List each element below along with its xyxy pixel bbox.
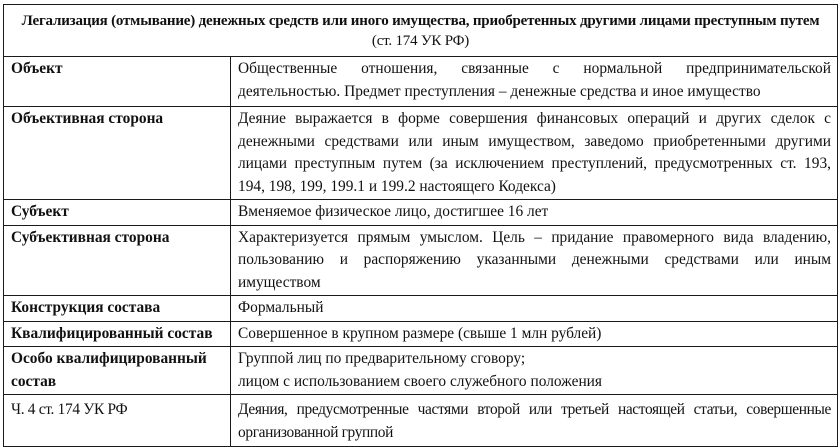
row-value-line: Формальный — [238, 299, 324, 316]
row-label-qualified: Квалифицированный состав — [4, 321, 231, 347]
row-value-especially-qualified — [231, 347, 838, 395]
table-row-objective-side — [4, 107, 838, 200]
row-value-part-4 — [231, 395, 838, 447]
table-row-construction — [4, 296, 838, 322]
table-row-subjective-side — [4, 225, 838, 296]
row-value-line: Совершенное в крупном размере (свыше 1 млн рублей) — [238, 324, 602, 342]
row-value-qualified — [231, 321, 838, 347]
row-label-part-4: Ч. 4 ст. 174 УК РФ — [4, 395, 231, 447]
row-value-line: Группой лиц по предварительному сговору; — [238, 350, 526, 367]
row-value-object — [231, 57, 838, 107]
row-label-construction: Конструкция состава — [4, 296, 231, 322]
row-label-objective-side: Объективная сторона — [4, 107, 231, 200]
table-title-article-ref: (ст. 174 УК РФ) — [371, 33, 470, 49]
row-value-line: Вменяемое физическое лицо, достигшее 16 лет — [238, 203, 549, 220]
row-label-subject: Субъект — [4, 200, 231, 226]
row-value-line: Деяния, предусмотренные частями второй или третьей настоящей статьи, совершенные организованной группой — [238, 401, 831, 441]
row-value-construction — [231, 296, 838, 322]
row-value-subject — [231, 200, 838, 226]
row-label-subjective-side: Субъективная сторона — [4, 225, 231, 296]
row-label-object: Объект — [4, 57, 231, 107]
table-row-qualified — [4, 321, 838, 347]
row-value-subjective-side — [231, 225, 838, 296]
row-value-line: Характеризуется прямым умыслом. Цель – придание правомерного вида владению, пользованию и распоряжению указанными денежными средствами или иным имуществом — [238, 228, 831, 291]
table-row-part-4 — [4, 395, 838, 447]
crime-elements-table — [3, 4, 838, 447]
table-title-bold: Легализация (отмывание) денежных средств или иного имущества, приобретенных другими лицами преступным путем — [21, 13, 820, 29]
row-value-objective-side — [231, 107, 838, 200]
row-value-line: Деяние выражается в форме совершения финансовых операций и других сделок с денежными средствами или иным имуществом, заведомо приобретенными другими лицами преступным путем (за исключением преступлений, предусмотренных ст. 193, 194, 198, 199, 199.1 и 199.2 настоящего Кодекса) — [238, 110, 831, 195]
table-row-subject — [4, 200, 838, 226]
table-row-object — [4, 57, 838, 107]
row-value-line: лицом с использованием своего служебного положения — [238, 372, 603, 390]
table-title-row — [4, 5, 838, 57]
table-title — [4, 5, 838, 57]
row-value-line: Общественные отношения, связанные с нормальной предпринимательской деятельностью. Предмет преступления – денежные средства и иное имущество — [238, 60, 831, 100]
row-label-especially-qualified: Особо квалифицированный состав — [4, 347, 231, 395]
table-row-especially-qualified — [4, 347, 838, 395]
